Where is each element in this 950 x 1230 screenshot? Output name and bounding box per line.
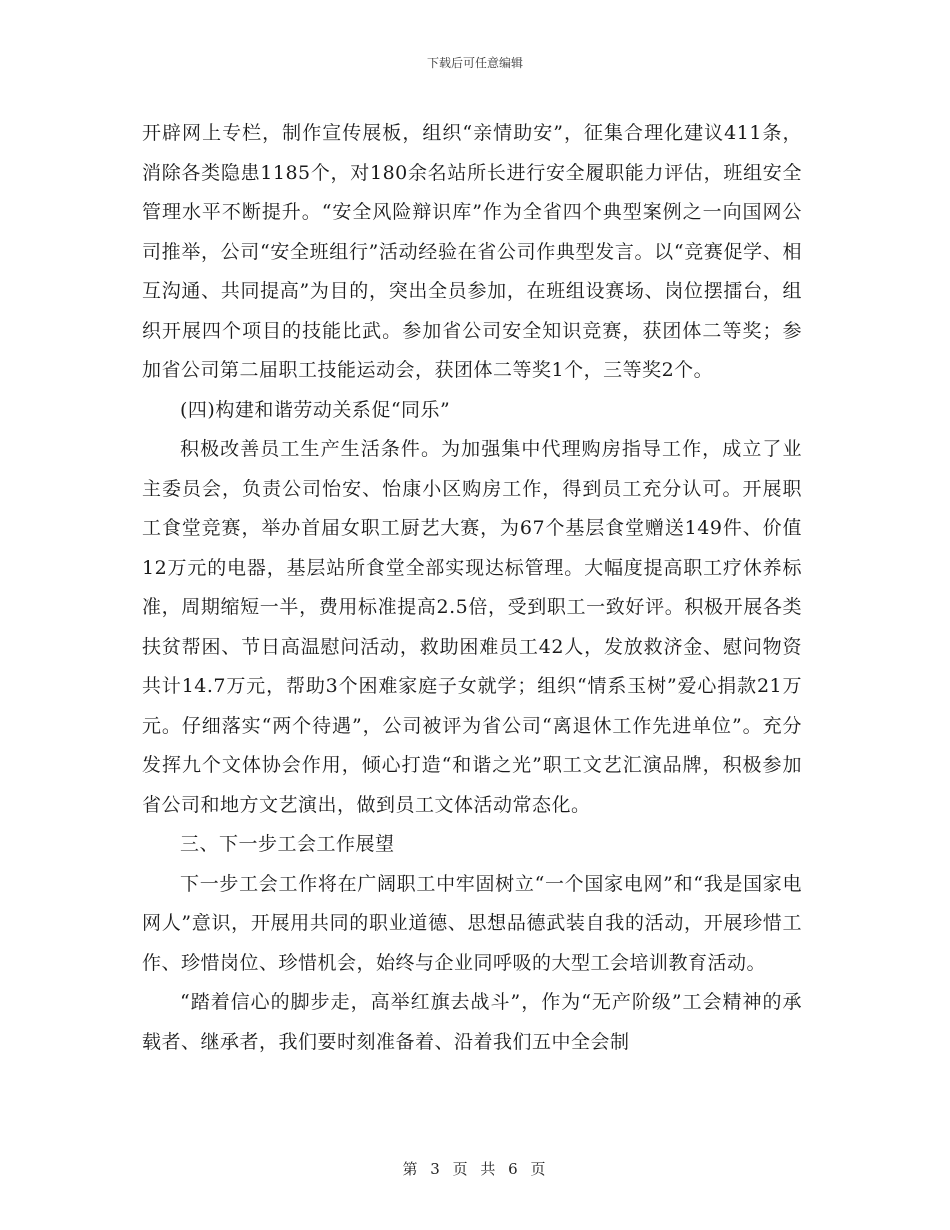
paragraph-closing: “踏着信心的脚步走，高举红旗去战斗”，作为“无产阶级”工会精神的承载者、继承者，我们要时刻准备着、沿着我们五中全会制 xyxy=(142,991,802,1053)
section-heading-harmonious-labor: (四)构建和谐劳动关系促“同乐” xyxy=(180,398,451,421)
paragraph-safety-activities: 开辟网上专栏，制作宣传展板，组织“亲情助安”，征集合理化建议411条，消除各类隐患1185个，对180余名站所长进行安全履职能力评估，班组安全管理水平不断提升。“安全风险辩识库”作为全省四个典型案例之一向国网公司推举，公司“安全班组行”活动经验在省公司作典型发言。以“竞赛促学、相互沟通、共同提高”为目的，突出全员参加，在班组设赛场、岗位摆擂台，组织开展四个项目的技能比武。参加省公司安全知识竞赛，获团体二等奖；参加省公司第二届职工技能运动会，获团体二等奖1个，三等奖2个。 xyxy=(142,122,802,381)
section-heading-next-steps: 三、下一步工会工作展望 xyxy=(180,833,395,855)
paragraph-employee-welfare: 积极改善员工生产生活条件。为加强集中代理购房指导工作，成立了业主委员会，负责公司怡安、怡康小区购房工作，得到员工充分认可。开展职工食堂竞赛，举办首届女职工厨艺大赛，为67个基层食堂赠送149件、价值12万元的电器，基层站所食堂全部实现达标管理。大幅度提高职工疗休养标准，周期缩短一半，费用标准提高2.5倍，受到职工一致好评。积极开展各类扶贫帮困、节日高温慰问活动，救助困难员工42人，发放救济金、慰问物资共计14.7万元，帮助3个困难家庭子女就学；组织“情系玉树”爱心捐款21万元。仔细落实“两个待遇”，公司被评为省公司“离退休工作先进单位”。充分发挥九个文体协会作用，倾心打造“和谐之光”职工文艺汇演品牌，积极参加省公司和地方文艺演出，做到员工文体活动常态化。 xyxy=(142,438,802,816)
paragraph-next-steps: 下一步工会工作将在广阔职工中牢固树立“一个国家电网”和“我是国家电网人”意识，开展用共同的职业道德、思想品德武装自我的活动，开展珍惜工作、珍惜岗位、珍惜机会，始终与企业同呼吸的大型工会培训教育活动。 xyxy=(142,872,802,974)
page-number: 第 3 页 共 6 页 xyxy=(402,1160,548,1178)
document-body xyxy=(142,114,802,1062)
page-header-note: 下载后可任意编辑 xyxy=(426,56,523,70)
